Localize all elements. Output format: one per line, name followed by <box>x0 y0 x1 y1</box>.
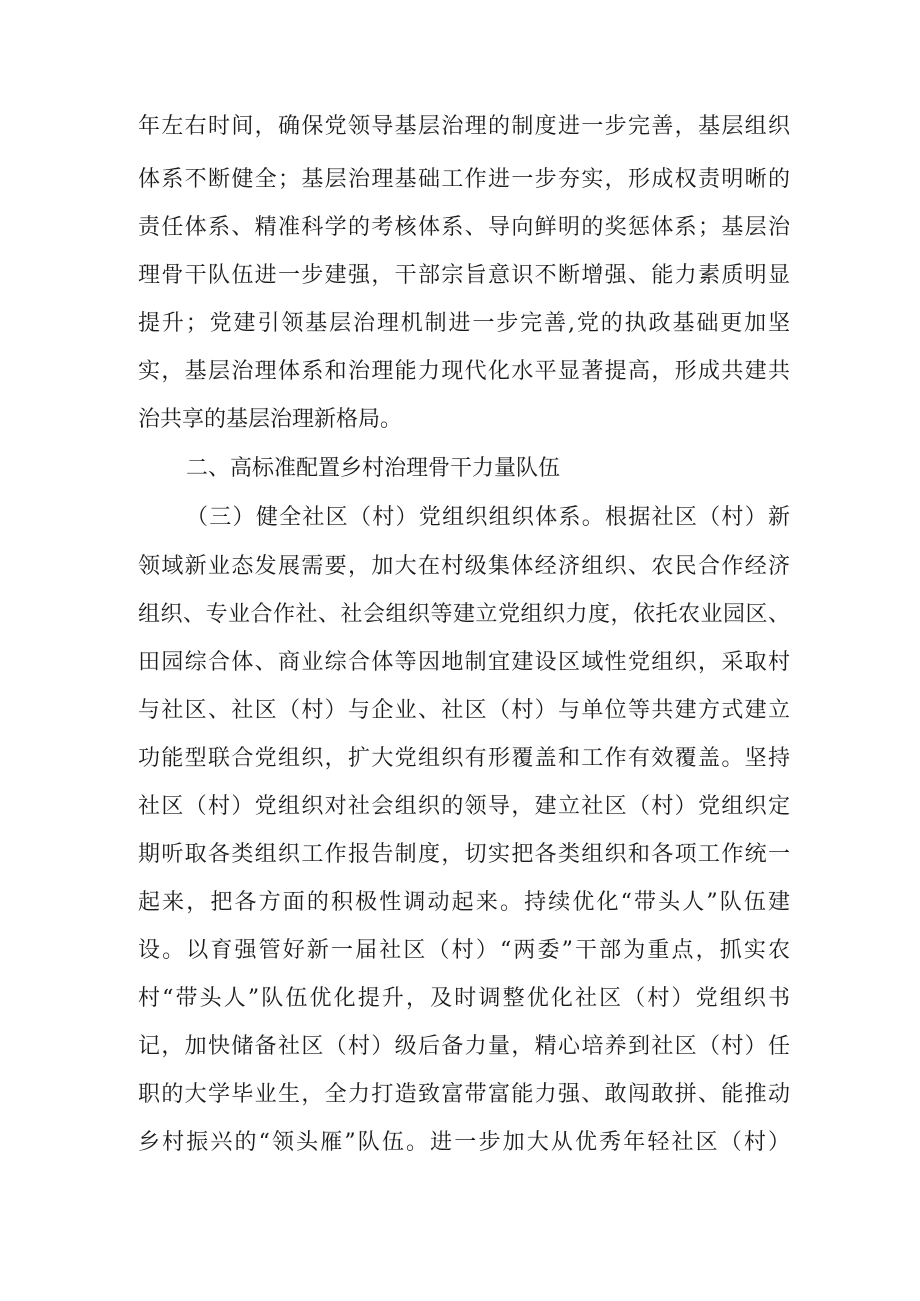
paragraph-line: 起来，把各方面的积极性调动起来。持续优化“带头人”队伍建 <box>138 890 790 915</box>
paragraph-line: 期听取各类组织工作报告制度，切实把各类组织和各项工作统一 <box>138 842 790 867</box>
paragraph-line: 体系不断健全；基层治理基础工作进一步夯实，形成权责明晰的 <box>138 167 790 192</box>
paragraph-line: 提升；党建引领基层治理机制进一步完善,党的执政基础更加坚 <box>138 311 790 336</box>
paragraph-line: 功能型联合党组织，扩大党组织有形覆盖和工作有效覆盖。坚持 <box>138 746 790 771</box>
paragraph-line: 治共享的基层治理新格局。 <box>138 407 403 432</box>
paragraph-line: （三）健全社区（村）党组织组织体系。根据社区（村）新 <box>186 505 790 530</box>
paragraph-line: 领域新业态发展需要，加大在村级集体经济组织、农民合作经济 <box>138 554 790 579</box>
paragraph-line: 记，加快储备社区（村）级后备力量，精心培养到社区（村）任 <box>138 1034 790 1059</box>
paragraph-line: 理骨干队伍进一步建强，干部宗旨意识不断增强、能力素质明显 <box>138 263 790 288</box>
paragraph-line: 实，基层治理体系和治理能力现代化水平显著提高，形成共建共 <box>138 359 790 384</box>
paragraph-line: 组织、专业合作社、社会组织等建立党组织力度，依托农业园区、 <box>138 602 790 627</box>
paragraph-line: 职的大学毕业生，全力打造致富带富能力强、敢闯敢拼、能推动 <box>138 1082 790 1107</box>
paragraph-line: 设。以育强管好新一届社区（村）“两委”干部为重点，抓实农 <box>138 938 790 963</box>
paragraph-line: 村“带头人”队伍优化提升，及时调整优化社区（村）党组织书 <box>138 986 790 1011</box>
paragraph-line: 社区（村）党组织对社会组织的领导，建立社区（村）党组织定 <box>138 794 790 819</box>
paragraph-line: 乡村振兴的“领头雁”队伍。进一步加大从优秀年轻社区（村） <box>138 1130 790 1155</box>
paragraph-line: 与社区、社区（村）与企业、社区（村）与单位等共建方式建立 <box>138 698 790 723</box>
section-heading: 二、高标准配置乡村治理骨干力量队伍 <box>186 456 561 481</box>
paragraph-line: 年左右时间，确保党领导基层治理的制度进一步完善，基层组织 <box>138 114 790 139</box>
paragraph-line: 田园综合体、商业综合体等因地制宜建设区域性党组织，采取村 <box>138 650 790 675</box>
paragraph-line: 责任体系、精准科学的考核体系、导向鲜明的奖惩体系；基层治 <box>138 215 790 240</box>
